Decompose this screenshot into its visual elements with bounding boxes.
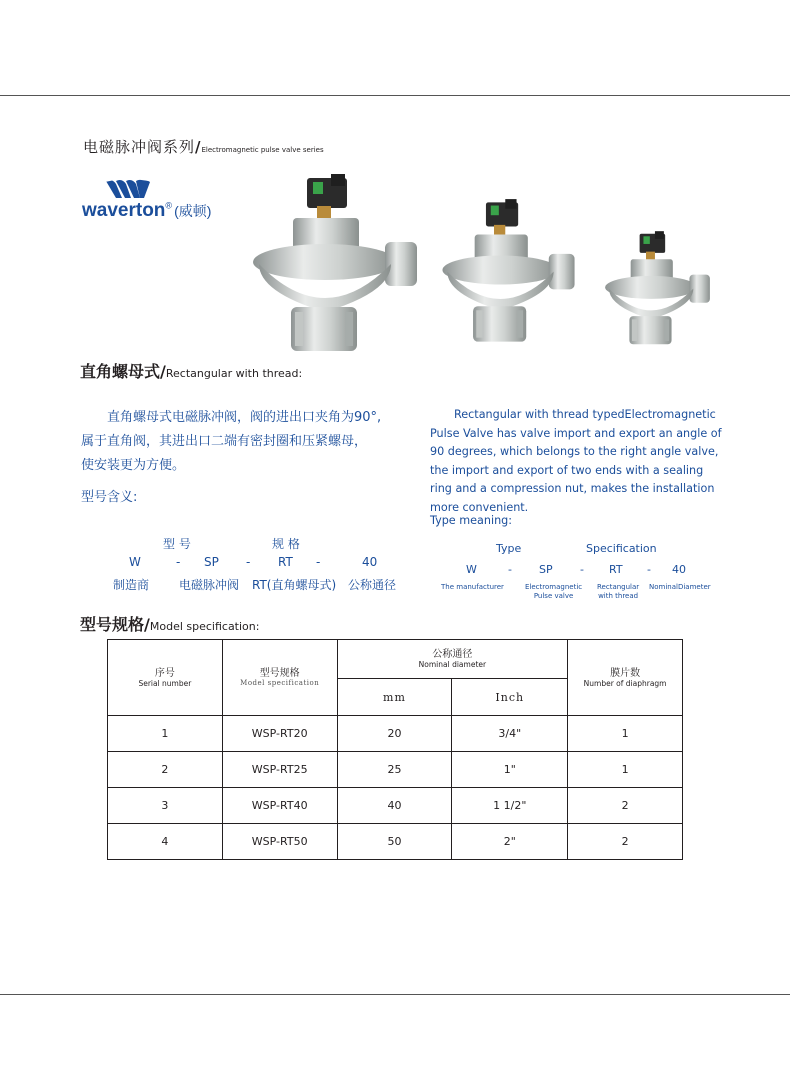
section2-slash: / (144, 615, 150, 634)
cell-inch: 1" (452, 752, 568, 788)
cell-diaphragm: 2 (568, 824, 683, 860)
en-code-40: 40 (672, 563, 686, 576)
cn-code-rt: RT (278, 555, 293, 569)
en-code-dash3: - (647, 563, 651, 576)
table-header-row (108, 640, 683, 679)
section2-cn: 型号规格 (80, 615, 145, 634)
table-row (108, 752, 683, 788)
en-desc-line3: 90 degrees, which belongs to the right angle valve, (430, 445, 719, 459)
cell-model: WSP-RT40 (222, 788, 337, 824)
cn-spec-label: 规 格 (272, 537, 300, 551)
cn-desc-line2: 属于直角阀，其进出口二端有密封圈和压紧螺母， (81, 434, 368, 449)
header-inch: Inch (452, 679, 568, 716)
series-title-en: Electromagnetic pulse valve series (201, 146, 324, 154)
waverton-wave-icon (104, 178, 154, 200)
cell-model: WSP-RT20 (222, 716, 337, 752)
en-desc-line4: the import and export of two ends with a sealing (430, 463, 704, 477)
header-model: 型号规格 Model specification (222, 640, 337, 716)
cn-meaning-manufacturer: 制造商 (113, 578, 150, 592)
en-code-w: W (466, 563, 477, 576)
cell-no: 2 (108, 752, 223, 788)
cn-description (81, 406, 401, 478)
en-code-rt: RT (609, 563, 623, 576)
top-rule (0, 95, 790, 96)
logo-registered: ® (165, 200, 173, 211)
en-meaning-valve: Electromagnetic Pulse valve (525, 583, 583, 600)
series-title (83, 136, 324, 157)
series-title-slash: / (195, 138, 202, 156)
cell-model: WSP-RT25 (222, 752, 337, 788)
bottom-rule (0, 994, 790, 995)
cn-meaning-valve: 电磁脉冲阀 (179, 578, 240, 592)
section1-slash: / (160, 362, 166, 381)
header-nominal: 公称通径 Nominal diameter (337, 640, 568, 679)
waverton-logo (82, 178, 252, 228)
en-description (430, 406, 730, 518)
cell-inch: 1 1/2" (452, 788, 568, 824)
cell-inch: 3/4" (452, 716, 568, 752)
cn-code-dash3: - (316, 555, 321, 569)
logo-cn: (威顿) (174, 203, 212, 219)
cn-code-sp: SP (204, 555, 219, 569)
pulse-valve-small (600, 225, 715, 353)
cell-model: WSP-RT50 (222, 824, 337, 860)
en-desc-line1: Rectangular with thread typedElectromagnetic (454, 408, 716, 421)
en-type-title: Type meaning: (430, 514, 513, 527)
en-desc-line2: Pulse Valve has valve import and export an angle of (430, 426, 722, 440)
section1-cn: 直角螺母式 (80, 362, 161, 381)
en-meaning-diameter: NominalDiameter (649, 583, 711, 591)
table-row (108, 716, 683, 752)
cell-no: 1 (108, 716, 223, 752)
cell-inch: 2" (452, 824, 568, 860)
cn-desc-line3: 使安装更为方便。 (81, 458, 186, 473)
header-serial: 序号 Serial number (108, 640, 223, 716)
section1-en: Rectangular with thread: (165, 367, 303, 380)
section-model-spec-title (80, 612, 259, 635)
pulse-valve-large (245, 172, 425, 357)
cell-mm: 20 (337, 716, 452, 752)
en-code-dash1: - (508, 563, 512, 576)
logo-wordmark (82, 200, 211, 222)
table-row (108, 824, 683, 860)
en-desc-line6: more convenient. (430, 500, 529, 514)
cell-diaphragm: 1 (568, 716, 683, 752)
cn-code-dash2: - (246, 555, 251, 569)
cell-mm: 40 (337, 788, 452, 824)
en-code-sp: SP (539, 563, 553, 576)
en-code-dash2: - (580, 563, 584, 576)
cn-code-w: W (129, 555, 141, 569)
cell-no: 3 (108, 788, 223, 824)
cell-diaphragm: 2 (568, 788, 683, 824)
pulse-valve-medium (436, 192, 581, 352)
cell-no: 4 (108, 824, 223, 860)
cn-code-dash1: - (176, 555, 181, 569)
cn-code-40: 40 (362, 555, 378, 569)
cn-meaning-rt: RT(直角螺母式) (252, 578, 337, 592)
cell-diaphragm: 1 (568, 752, 683, 788)
logo-word: waverton (82, 200, 166, 221)
en-meaning-manufacturer: The manufacturer (441, 583, 504, 591)
table-row (108, 788, 683, 824)
cn-meaning-diameter: 公称通径 (348, 578, 397, 592)
series-title-cn: 电磁脉冲阀系列 (83, 138, 196, 156)
model-spec-table (107, 639, 683, 860)
cn-type-label: 型 号 (163, 537, 191, 551)
cell-mm: 25 (337, 752, 452, 788)
en-type-label: Type (496, 542, 522, 555)
en-meaning-rt: Rectangular with thread (597, 583, 640, 600)
header-diaphragm: 膜片数 Number of diaphragm (568, 640, 683, 716)
header-mm: mm (337, 679, 452, 716)
en-desc-line5: ring and a compression nut, makes the installation (430, 482, 715, 496)
cn-type-title: 型号含义: (81, 490, 138, 505)
cell-mm: 50 (337, 824, 452, 860)
section2-en: Model specification: (149, 620, 260, 633)
cn-desc-line1: 直角螺母式电磁脉冲阀，阀的进出口夹角为90°, (107, 410, 382, 425)
section-rectangular-title (80, 359, 302, 382)
en-spec-label: Specification (586, 542, 657, 555)
